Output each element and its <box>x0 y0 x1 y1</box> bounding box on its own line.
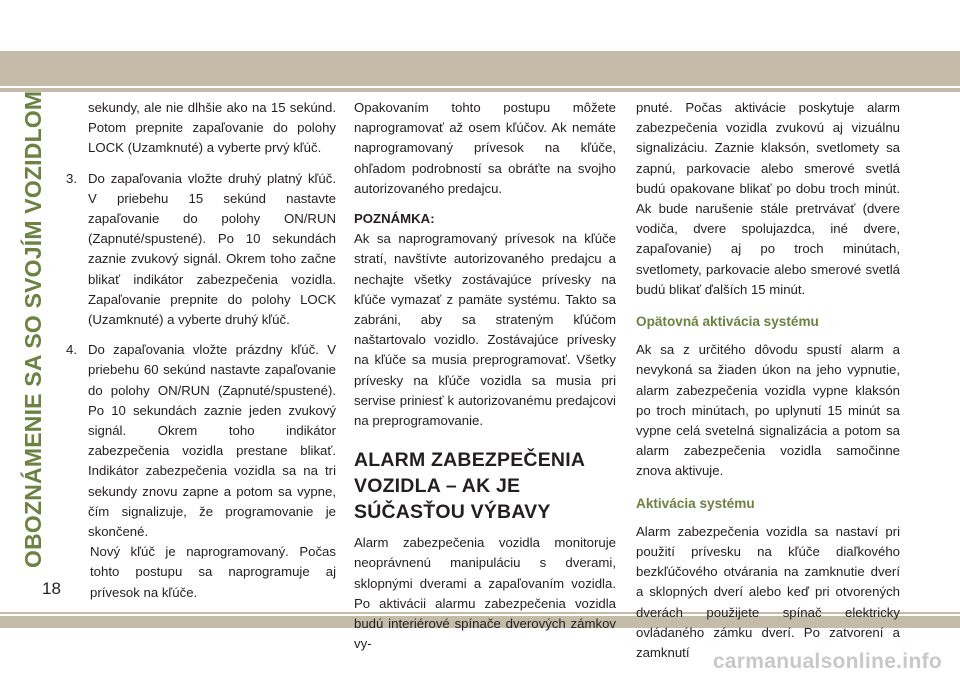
list-item-text: Do zapaľovania vložte druhý platný kľúč. V priebehu 15 sekúnd nastavte zapaľovanie do polohy ON/RUN (Zapnuté/spustené). Po 10 sekundách zaznie zvukový signál. Okrem toho začne blikať indikátor zabezpečenia vozidla. Zapaľovanie prepnite do polohy LOCK (Uzamknuté) a vyberte druhý kľúč. <box>88 170 336 328</box>
list-number: 4. <box>66 342 77 358</box>
chapter-side-title: OBOZNÁMENIE SA SO SVOJÍM VOZIDLOM <box>20 90 46 568</box>
column-2 <box>354 98 616 654</box>
note-text: Ak sa naprogramovaný prívesok na kľúče stratí, navštívte autorizovaného predajcu a nechajte všetky zostávajúce prívesky na kľúče vymazať z pamäte systému. Takto sa zabráni, aby sa strateným kľúčom naštartovalo vozidlo. Zostávajúce prívesky na kľúče sa musia preprogramovať. Všetky prívesky na kľúče vozidla sa musia pri servise priniesť k autorizovanému predajcovi na preprogramovanie. <box>354 231 616 429</box>
column-3 <box>636 98 900 663</box>
header-rule <box>0 88 960 92</box>
list-item-3 <box>66 169 336 331</box>
list-item-text: Do zapaľovania vložte prázdny kľúč. V priebehu 60 sekúnd nastavte zapaľovanie do polohy ON/RUN (Zapnuté/spustené). Po 10 sekundách zaznie jeden zvukový signál. Okrem toho indikátor zabezpečenia vozidla prestane blikať. Indikátor zabezpečenia vozidla sa na tri sekundy znovu zapne a potom sa vypne, čím signalizuje, že programovanie je skončené. <box>88 342 336 540</box>
list-number: 3. <box>66 170 77 186</box>
paragraph: Opakovaním tohto postupu môžete naprogramovať až osem kľúčov. Ak nemáte naprogramovaný prívesok na kľúče, ohľadom podrobností sa obráťte na svojho autorizovaného predajcu. <box>354 100 616 196</box>
result-paragraph: Nový kľúč je naprogramovaný. Počas tohto postupu sa naprogramuje aj prívesok na kľúče. <box>90 544 336 600</box>
paragraph: pnuté. Počas aktivácie poskytuje alarm zabezpečenia vozidla zvukovú aj vizuálnu signalizáciu. Zaznie klaksón, svetlomety sa zapnú, parkovacie alebo smerové svetlá budú opakovane blikať po dobu troch minút. Ak bude narušenie stále pretrvávať (dvere vodiča, dvere spolujazdca, iné dvere, zapaľovanie) aj po troch minútach, svetlomety, parkovacie alebo smerové svetlá budú blikať ďalších 15 minút. <box>636 100 900 297</box>
note-label: POZNÁMKA: <box>354 211 435 227</box>
continued-paragraph: sekundy, ale nie dlhšie ako na 15 sekúnd. Potom prepnite zapaľovanie do polohy LOCK (Uzamknuté) a vyberte prvý kľúč. <box>88 100 336 156</box>
header-band <box>0 51 960 86</box>
paragraph: Ak sa z určitého dôvodu spustí alarm a nevykoná sa žiaden úkon na jeho vypnutie, alarm zabezpečenia vozidla vypne klaksón po troch minútach, po uplynutí 15 minút sa vypne celá svetelná signalizácia a potom sa alarm zabezpečenia vozidla samočinne znova aktivuje. <box>636 342 900 479</box>
list-item-4 <box>66 340 336 542</box>
page-number: 18 <box>42 579 61 598</box>
subsection-heading: Aktivácia systému <box>636 495 755 511</box>
subsection-heading: Opätovná aktivácia systému <box>636 314 819 330</box>
section-heading: ALARM ZABEZPEČENIA VOZIDLA – AK JE SÚČASŤOU VÝBAVY <box>354 449 585 524</box>
paragraph: Alarm zabezpečenia vozidla monitoruje neoprávnenú manipuláciu s dverami, sklopnými dverami a zapaľovaním vozidla. Po aktivácii alarmu zabezpečenia vozidla budú interiérové spínače dverových zámkov vy- <box>354 535 616 652</box>
column-1 <box>66 98 336 603</box>
footer-watermark: carmanualsonline.info <box>712 650 942 673</box>
paragraph: Alarm zabezpečenia vozidla sa nastaví pri použití prívesku na kľúče diaľkového bezkľúčového otvárania na zamknutie dverí a sklopných dverí alebo keď pri otvorených dverách použijete spínač elektricky ovládaného zámku dverí. Po zatvorení a zamknutí <box>636 523 900 661</box>
